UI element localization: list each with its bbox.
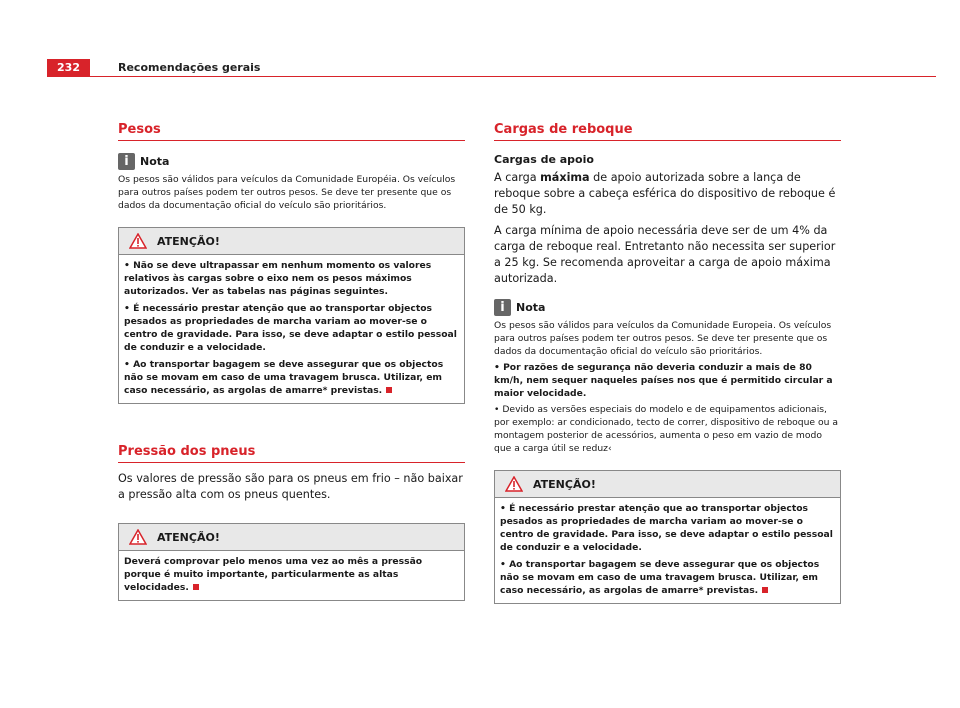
warning-body: [495, 498, 840, 603]
info-icon: i: [494, 299, 511, 316]
warning-item: • Não se deve ultrapassar em nenhum momento os valores relativos às cargas sobre o eixo nem os pesos máximos autorizados. Ver as tabelas nas páginas seguintes.: [124, 260, 432, 297]
running-title: Recomendações gerais: [118, 61, 261, 74]
warning-box-weights: [118, 227, 465, 404]
warning-header: [495, 471, 840, 498]
warning-body: [119, 551, 464, 600]
note-header: [118, 153, 465, 170]
pressure-text: Os valores de pressão são para os pneus em frio – não baixar a pressão alta com os pneus quentes.: [118, 472, 463, 501]
note-versions: • Devido as versões especiais do modelo e de equipamentos adicionais, por exemplo: ar condicionado, tecto de correr, dispositivo de reboque ou a montagem posterior de acessórios, aumenta o peso em vazio de modo que a carga útil se reduz‹: [494, 404, 838, 454]
left-column: [118, 122, 465, 601]
warning-box-towing: [494, 470, 841, 604]
section-title-pressao: Pressão dos pneus: [118, 444, 465, 463]
paragraph-min-load: A carga mínima de apoio necessária deve ser de um 4% da carga de reboque real. Entretanto não necessita ser superior a 25 kg. Se recomenda aproveitar a carga de apoio máxima autorizada.: [494, 224, 836, 285]
warning-triangle-icon: [129, 529, 147, 545]
warning-header: [119, 524, 464, 551]
warning-triangle-icon: [505, 476, 523, 492]
warning-item: • É necessário prestar atenção que ao transportar objectos pesados as propriedades de marcha variam ao mover-se o centro de gravidade. Para isso, se deve adaptar o estilo pessoal de conduzir e a velocidade.: [500, 503, 833, 553]
warning-label: ATENÇÃO!: [533, 477, 596, 491]
note-speed: • Por razões de segurança não deveria conduzir a mais de 80 km/h, nem sequer naqueles países nos que é permitido circular a maior velocidade.: [494, 362, 833, 399]
warning-body: [119, 255, 464, 403]
end-mark: [762, 587, 768, 593]
info-icon: i: [118, 153, 135, 170]
warning-triangle-icon: [129, 233, 147, 249]
end-mark: [193, 584, 199, 590]
right-column: [494, 122, 841, 604]
warning-item: Deverá comprovar pelo menos uma vez ao mês a pressão porque é muito importante, particularmente as altas velocidades.: [124, 556, 423, 593]
paragraph-max-load: A carga máxima de apoio autorizada sobre a lança de reboque sobre a cabeça esférica do dispositivo de reboque é de 50 kg.: [494, 171, 836, 216]
section-title-cargas: Cargas de reboque: [494, 122, 841, 141]
warning-header: [119, 228, 464, 255]
note-text: Os pesos são válidos para veículos da Comunidade Européia. Os veículos para outros países podem ter outros pesos. Se deve ter presente que os dados da documentação oficial do veículo são prioritários.: [118, 174, 456, 211]
note-label: Nota: [140, 155, 170, 168]
page-number: 232: [47, 59, 90, 77]
header-rule: [90, 76, 936, 77]
warning-item: • É necessário prestar atenção que ao transportar objectos pesados as propriedades de marcha variam ao mover-se o centro de gravidade. Para isso, se deve adaptar o estilo pessoal de conduzir e a velocidade.: [124, 303, 457, 353]
warning-box-pressure: [118, 523, 465, 601]
warning-item: • Ao transportar bagagem se deve assegurar que os objectos não se movam em caso de uma travagem brusca. Utilizar, em caso necessário, as argolas de amarre* previstas.: [500, 559, 820, 596]
note-text: Os pesos são válidos para veículos da Comunidade Europeia. Os veículos para outros países podem ter outros pesos. Se deve ter presente que os dados da documentação oficial do veículo são prioritários.: [494, 320, 832, 357]
note-header: [494, 299, 841, 316]
warning-label: ATENÇÃO!: [157, 234, 220, 248]
section-title-pesos: Pesos: [118, 122, 465, 141]
note-label: Nota: [516, 301, 546, 314]
warning-label: ATENÇÃO!: [157, 530, 220, 544]
end-mark: [386, 387, 392, 393]
subsection-title: Cargas de apoio: [494, 153, 594, 166]
warning-item: • Ao transportar bagagem se deve assegurar que os objectos não se movam em caso de uma travagem brusca. Utilizar, em caso necessário, as argolas de amarre* previstas.: [124, 359, 444, 396]
